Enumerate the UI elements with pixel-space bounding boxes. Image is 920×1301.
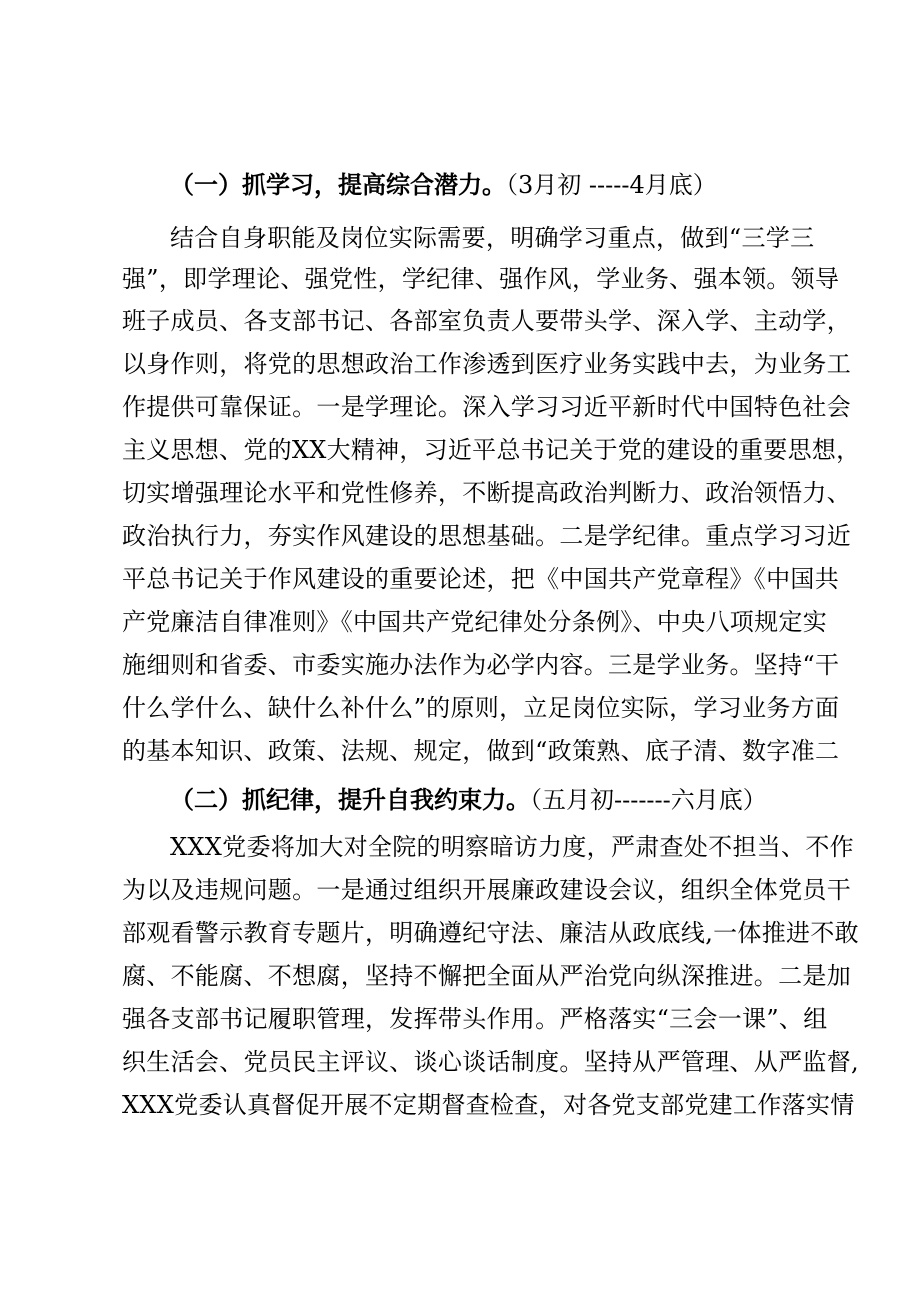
paragraph-line: XXX党委将加大对全院的明察暗访力度，严肃查处不担当、不作 xyxy=(170,833,854,861)
paragraph-line: 腐、不能腐、不想腐，坚持不懈把全面从严治党向纵深推进。二是加 xyxy=(122,962,851,990)
paragraph-line: 部观看警示教育专题片，明确遵纪守法、廉洁从政底线,一体推进不敢 xyxy=(122,919,859,947)
paragraph-line: 的基本知识、政策、法规、规定，做到“政策熟、底子清、数字准二 xyxy=(122,737,840,765)
section-2-heading xyxy=(170,786,767,814)
paragraph-line: 主义思想、党的XX大精神，习近平总书记关于党的建设的重要思想， xyxy=(122,436,861,464)
paragraph-line: 什么学什么、缺什么补什么”的原则，立足岗位实际，学习业务方面 xyxy=(122,694,840,722)
paragraph-line: 强各支部书记履职管理，发挥带头作用。严格落实“三会一课”、组 xyxy=(122,1005,828,1033)
paragraph-line: XXX党委认真督促开展不定期督查检查，对各党支部党建工作落实情 xyxy=(122,1091,855,1119)
section-1-heading-period: （3月初 -----4月底） xyxy=(506,171,717,199)
paragraph-line: 班子成员、各支部书记、各部室负责人要带头学、深入学、主动学， xyxy=(122,307,851,335)
section-1-heading-title: （一）抓学习，提高综合潜力。 xyxy=(170,170,506,199)
section-2-heading-period: （五月初-------六月底） xyxy=(530,786,767,814)
paragraph-line: 平总书记关于作风建设的重要论述，把《中国共产党章程》《中国共 xyxy=(122,565,839,593)
paragraph-line: 织生活会、党员民主评议、谈心谈话制度。坚持从严管理、从严监督, xyxy=(122,1048,859,1076)
section-1-heading xyxy=(170,171,717,199)
paragraph-line: 政治执行力，夯实作风建设的思想基础。二是学纪律。重点学习习近 xyxy=(122,522,851,550)
paragraph-line: 产党廉洁自律准则》《中国共产党纪律处分条例》、中央八项规定实 xyxy=(122,608,827,636)
paragraph-line: 为以及违规问题。一是通过组织开展廉政建设会议，组织全体党员干 xyxy=(122,876,851,904)
section-2-heading-title: （二）抓纪律，提升自我约束力。 xyxy=(170,785,530,814)
paragraph-line: 以身作则，将党的思想政治工作渗透到医疗业务实践中去，为业务工 xyxy=(122,350,851,378)
paragraph-line: 强”，即学理论、强党性，学纪律、强作风，学业务、强本领。领导 xyxy=(122,265,840,293)
paragraph-line: 施细则和省委、市委实施办法作为必学内容。三是学业务。坚持“干 xyxy=(122,651,840,679)
paragraph-line: 作提供可靠保证。一是学理论。深入学习习近平新时代中国特色社会 xyxy=(122,393,851,421)
paragraph-line: 结合自身职能及岗位实际需要，明确学习重点，做到“三学三 xyxy=(170,224,815,252)
paragraph-line: 切实增强理论水平和党性修养，不断提高政治判断力、政治领悟力、 xyxy=(122,479,851,507)
